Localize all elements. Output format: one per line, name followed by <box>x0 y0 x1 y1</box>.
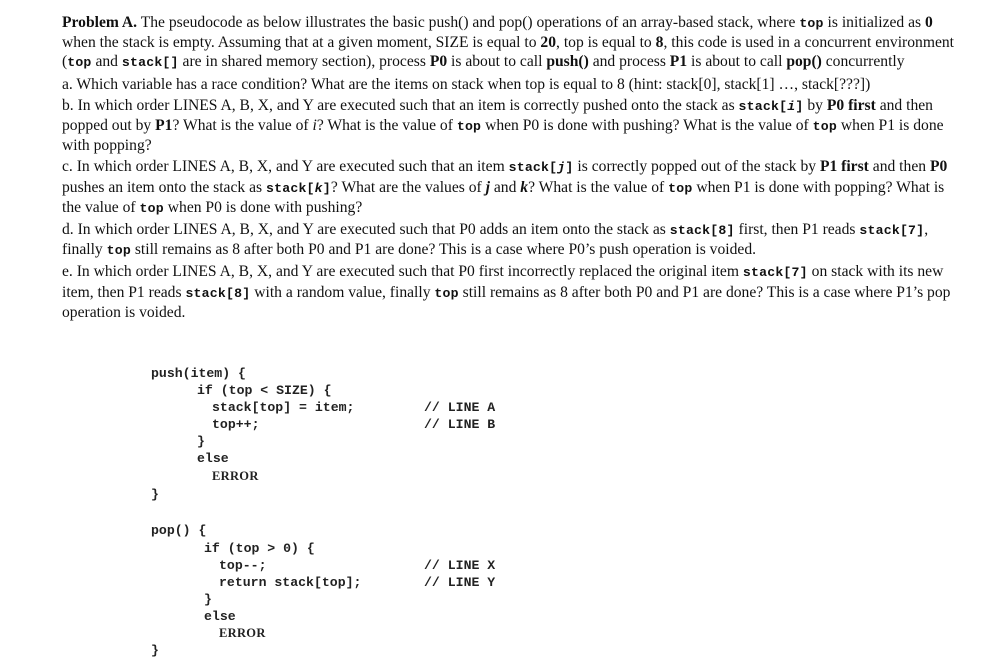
pop-else: else <box>204 609 236 624</box>
question-text: ? What is the value of <box>316 117 457 135</box>
bold-value: pop() <box>786 53 822 71</box>
code-stack: stack[] <box>121 55 179 71</box>
question-text: , finally <box>62 221 929 259</box>
line-y-comment: // LINE Y <box>424 575 496 590</box>
bold-value: 8 <box>655 34 664 52</box>
intro-text: , top is equal to <box>556 34 656 52</box>
intro-text: concurrently <box>821 53 905 71</box>
intro-text: when the stack is empty. Assuming that at a given moment, SIZE is equal to <box>62 34 541 52</box>
code-stack: stack[8] <box>669 223 735 239</box>
intro-text: , this code is used in a concurrent environment ( <box>62 34 955 71</box>
bold-value: P1 first <box>819 158 869 176</box>
intro-text: is initialized as <box>823 14 925 31</box>
question-text: ? What is the value of <box>172 117 313 135</box>
var-k: k <box>314 180 323 196</box>
problem-label: Problem A. <box>62 14 138 31</box>
var-i: i <box>787 98 796 114</box>
question-text: and <box>489 178 521 196</box>
bold-value: P0 <box>429 53 448 71</box>
var-k: k <box>520 178 529 196</box>
code-top: top <box>456 119 482 135</box>
code-bracket: ] <box>322 180 331 196</box>
question-text: b. In which order LINES A, B, X, and Y are executed such that an item is correctly pushed onto the stack as <box>62 96 739 114</box>
question-text: when P0 is done with pushing? What is the value of <box>481 117 813 135</box>
line-x-comment: // LINE X <box>424 558 496 573</box>
code-top: top <box>799 16 824 31</box>
code-stack: stack[7] <box>742 265 808 281</box>
bold-value: 0 <box>925 14 933 31</box>
push-line-a-code: stack[top] = item; <box>212 400 355 415</box>
question-text: on stack with its new item, then P1 reads <box>62 263 944 301</box>
question-text: when P0 is done with pushing? <box>163 198 363 216</box>
question-text: e. In which order LINES A, B, X, and Y are executed such that P0 first incorrectly replaced the original item <box>62 263 743 281</box>
intro-text: is about to call <box>447 53 547 71</box>
question-text: and then <box>868 158 930 176</box>
question-text: when P1 is done with popping? <box>62 117 944 155</box>
pop-close: } <box>151 643 159 658</box>
line-b-comment: // LINE B <box>424 417 496 432</box>
code-top: top <box>139 200 164 216</box>
question-text: pushes an item onto the stack as <box>62 178 266 196</box>
push-close: } <box>151 487 159 502</box>
question-text: ? What is the value of <box>528 178 669 196</box>
push-signature: push(item) { <box>151 366 246 381</box>
code-stack: stack[ <box>508 160 558 176</box>
code-top: top <box>434 285 459 301</box>
intro-text: and process <box>588 53 670 71</box>
push-if-close: } <box>197 434 205 449</box>
question-text: first, then P1 reads <box>734 221 860 239</box>
code-stack: stack[ <box>738 98 788 114</box>
code-top: top <box>67 55 92 71</box>
intro-text: The pseudocode as below illustrates the basic push() and pop() operations of an array-based stack, where <box>137 14 800 31</box>
var-j: j <box>485 178 490 196</box>
question-text: with a random value, finally <box>250 283 435 301</box>
line-a-comment: // LINE A <box>424 400 496 415</box>
question-text: still remains as 8 after both P0 and P1 are done? This is a case where P1’s pop operation is voided. <box>62 283 951 321</box>
pop-error: ERROR <box>219 626 266 640</box>
question-text: d. In which order LINES A, B, X, and Y are executed such that P0 adds an item onto the stack as <box>62 221 670 239</box>
pop-if-close: } <box>204 592 212 607</box>
pop-line-x-code: top--; <box>219 558 267 573</box>
intro-text: and <box>91 53 122 71</box>
code-top: top <box>668 180 693 196</box>
question-text: by <box>803 96 827 114</box>
code-top: top <box>106 243 131 259</box>
pop-if: if (top > 0) { <box>204 541 315 556</box>
code-bracket: ] <box>565 160 574 176</box>
push-error: ERROR <box>212 469 259 483</box>
question-a-text: a. Which variable has a race condition? What are the items on stack when top is equal to 8 (hint: stack[0], stack[1] …, stack[???]) <box>62 75 871 93</box>
code-top: top <box>812 119 837 135</box>
push-else: else <box>197 451 229 466</box>
intro-text: is about to call <box>687 53 787 71</box>
push-line-b-code: top++; <box>212 417 260 432</box>
pop-signature: pop() { <box>151 523 207 538</box>
var-j: j <box>557 160 566 176</box>
bold-value: P0 first <box>826 96 876 114</box>
code-stack: stack[8] <box>185 285 251 301</box>
code-stack: stack[ <box>265 180 315 196</box>
intro-text: are in shared memory section), process <box>178 53 430 71</box>
question-text: and then popped out by <box>62 96 933 135</box>
var-i: i <box>312 117 317 135</box>
pop-line-y-code: return stack[top]; <box>219 575 362 590</box>
question-text: c. In which order LINES A, B, X, and Y are executed such that an item <box>62 158 509 176</box>
bold-value: P0 <box>929 158 948 176</box>
code-bracket: ] <box>795 98 804 114</box>
bold-value: 20 <box>540 34 557 52</box>
bold-value: push() <box>546 53 589 71</box>
question-text: ? What are the values of <box>330 178 486 196</box>
push-if: if (top < SIZE) { <box>197 383 332 398</box>
bold-value: P1 <box>155 117 173 135</box>
question-text: when P1 is done with popping? What is the value of <box>62 178 945 216</box>
bold-value: P1 <box>669 53 688 71</box>
question-text: is correctly popped out of the stack by <box>573 158 820 176</box>
code-stack: stack[7] <box>859 223 925 239</box>
question-text: still remains as 8 after both P0 and P1 are done? This is a case where P0’s push operation is voided. <box>130 241 757 259</box>
